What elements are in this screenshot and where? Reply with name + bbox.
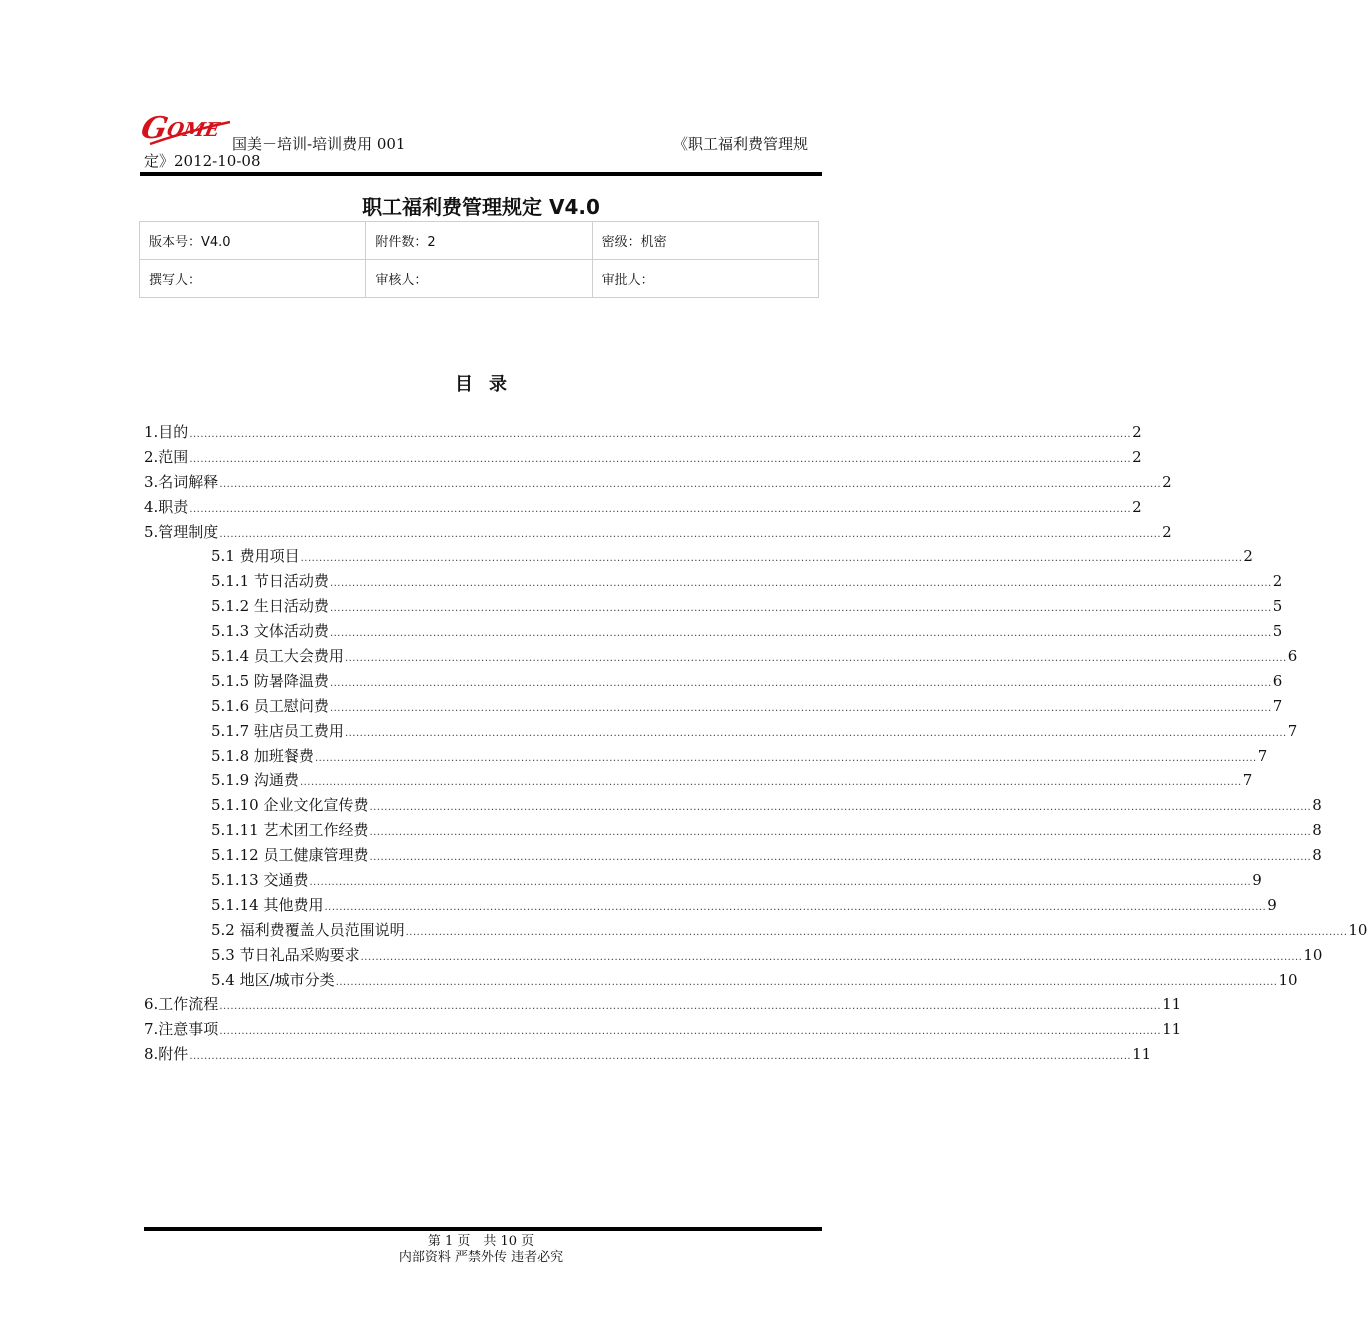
toc-item[interactable] xyxy=(144,819,1322,844)
toc-item-text: 5.2 福利费覆盖人员范围说明 xyxy=(211,920,405,939)
toc-item-text: 5.1.11 艺术团工作经费 xyxy=(211,821,369,840)
toc-item-page: 2 xyxy=(1132,497,1142,516)
toc-item-page: 2 xyxy=(1243,547,1253,566)
toc-leader xyxy=(345,648,1287,670)
toc-item-page: 11 xyxy=(1162,1020,1182,1039)
header-left-text: 国美－培训-培训费用 001 xyxy=(232,135,406,153)
toc-item[interactable] xyxy=(144,844,1322,869)
toc-item-text: 5.1 费用项目 xyxy=(211,547,300,566)
toc-item-text: 8.附件 xyxy=(144,1045,189,1064)
header-wrap-text: 定》2012-10-08 xyxy=(144,152,261,170)
toc-leader xyxy=(330,623,1272,645)
toc-leader xyxy=(345,723,1287,745)
toc-item[interactable] xyxy=(144,944,1323,969)
toc-item-text: 5.管理制度 xyxy=(144,522,219,541)
toc-item[interactable] xyxy=(144,720,1298,745)
toc-item[interactable] xyxy=(144,794,1322,819)
toc-item[interactable] xyxy=(144,620,1283,645)
toc-item-text: 7.注意事项 xyxy=(144,1020,219,1039)
toc-list xyxy=(144,421,1367,1068)
toc-leader xyxy=(219,996,1161,1018)
toc-item-page: 7 xyxy=(1272,696,1283,715)
toc-item-page: 7 xyxy=(1242,771,1253,790)
toc-item-text: 5.1.7 驻店员工费用 xyxy=(211,721,344,740)
toc-leader xyxy=(189,499,1131,521)
toc-item-page: 8 xyxy=(1312,796,1322,815)
toc-item[interactable] xyxy=(144,521,1172,546)
toc-item[interactable] xyxy=(144,496,1142,521)
toc-leader xyxy=(219,1021,1161,1043)
meta-row xyxy=(140,260,819,298)
footer-page-info: 第 1 页 共 10 页 xyxy=(427,1234,535,1249)
security-cell: 密级：机密 xyxy=(592,222,818,260)
toc-leader xyxy=(369,847,1311,869)
toc-leader xyxy=(406,922,1348,944)
approver-cell: 审批人： xyxy=(592,260,818,298)
toc-item-text: 5.1.3 文体活动费 xyxy=(211,622,329,641)
toc-item[interactable] xyxy=(144,570,1283,595)
toc-item[interactable] xyxy=(144,969,1298,994)
meta-table xyxy=(139,221,819,298)
toc-leader xyxy=(330,698,1272,720)
toc-item-page: 7 xyxy=(1287,721,1298,740)
toc-item-page: 6 xyxy=(1272,671,1283,690)
toc-item-text: 5.1.1 节日活动费 xyxy=(211,572,329,591)
header-rule xyxy=(140,172,822,176)
toc-item-page: 2 xyxy=(1132,423,1142,441)
meta-row xyxy=(140,222,819,260)
toc-item[interactable] xyxy=(144,919,1367,944)
toc-leader xyxy=(219,524,1161,546)
toc-item[interactable] xyxy=(144,1018,1182,1043)
toc-leader xyxy=(300,772,1242,794)
toc-item-page: 10 xyxy=(1303,945,1323,964)
toc-item-text: 2.范围 xyxy=(144,447,189,466)
toc-item-text: 5.3 节日礼品采购要求 xyxy=(211,945,360,964)
gome-logo xyxy=(137,108,234,150)
toc-item-text: 3.名词解释 xyxy=(144,472,219,491)
toc-leader xyxy=(315,748,1257,770)
footer-rule xyxy=(144,1227,822,1231)
toc-item[interactable] xyxy=(144,869,1262,894)
toc-item-page: 9 xyxy=(1252,871,1262,890)
toc-leader xyxy=(219,474,1161,496)
toc-item-text: 5.1.10 企业文化宣传费 xyxy=(211,796,369,815)
toc-item[interactable] xyxy=(144,595,1283,620)
toc-item-text: 5.1.14 其他费用 xyxy=(211,895,324,914)
toc-item-text: 5.4 地区/城市分类 xyxy=(211,970,335,989)
toc-item-text: 6.工作流程 xyxy=(144,995,219,1014)
toc-item-text: 5.1.9 沟通费 xyxy=(211,771,299,790)
toc-item[interactable] xyxy=(144,471,1172,496)
toc-item[interactable] xyxy=(144,769,1253,794)
toc-leader xyxy=(189,424,1131,446)
toc-title: 目录 xyxy=(455,374,523,395)
svg-text:G: G xyxy=(137,111,171,146)
toc-leader xyxy=(189,1046,1131,1068)
toc-item[interactable] xyxy=(144,1043,1152,1068)
toc-item[interactable] xyxy=(144,670,1283,695)
toc-item-page: 8 xyxy=(1312,821,1322,840)
toc-leader xyxy=(369,797,1311,819)
toc-item-text: 1.目的 xyxy=(144,423,189,441)
toc-item-page: 2 xyxy=(1132,447,1142,466)
toc-item-text: 4.职责 xyxy=(144,497,189,516)
toc-item[interactable] xyxy=(144,993,1182,1018)
toc-item-page: 9 xyxy=(1267,895,1277,914)
toc-item[interactable] xyxy=(144,421,1142,446)
toc-item-page: 5 xyxy=(1272,597,1283,616)
toc-leader xyxy=(330,673,1272,695)
toc-leader xyxy=(336,972,1278,994)
toc-leader xyxy=(301,548,1243,570)
document-title: 职工福利费管理规定 V4.0 xyxy=(362,195,600,219)
version-cell: 版本号：V4.0 xyxy=(140,222,366,260)
toc-item-text: 5.1.6 员工慰问费 xyxy=(211,696,329,715)
toc-item[interactable] xyxy=(144,446,1142,471)
reviewer-cell: 审核人： xyxy=(366,260,592,298)
toc-leader xyxy=(330,598,1272,620)
toc-leader xyxy=(361,947,1303,969)
toc-leader xyxy=(309,872,1251,894)
svg-text:OME: OME xyxy=(164,118,222,141)
toc-item-page: 2 xyxy=(1162,522,1172,541)
toc-leader xyxy=(189,449,1131,471)
toc-leader xyxy=(369,822,1311,844)
toc-item-text: 5.1.13 交通费 xyxy=(211,871,309,890)
toc-item[interactable] xyxy=(144,745,1268,770)
toc-item-page: 5 xyxy=(1272,622,1283,641)
toc-item-text: 5.1.8 加班餐费 xyxy=(211,746,314,765)
header-right-text: 《职工福利费管理规 xyxy=(672,135,808,153)
toc-item-page: 10 xyxy=(1278,970,1298,989)
toc-item[interactable] xyxy=(144,894,1277,919)
toc-leader xyxy=(324,897,1266,919)
toc-item-page: 11 xyxy=(1162,995,1182,1014)
toc-item-page: 7 xyxy=(1257,746,1268,765)
toc-item[interactable] xyxy=(144,545,1253,570)
toc-item-page: 11 xyxy=(1132,1045,1152,1064)
author-cell: 撰写人： xyxy=(140,260,366,298)
toc-item-text: 5.1.5 防暑降温费 xyxy=(211,671,329,690)
toc-item-page: 10 xyxy=(1348,920,1367,939)
toc-item-page: 2 xyxy=(1162,472,1172,491)
toc-item-page: 6 xyxy=(1287,647,1298,666)
toc-item-page: 8 xyxy=(1312,846,1322,865)
toc-item-page: 2 xyxy=(1272,572,1283,591)
toc-item-text: 5.1.12 员工健康管理费 xyxy=(211,846,369,865)
footer-notice: 内部资料 严禁外传 违者必究 xyxy=(398,1250,564,1265)
attachments-cell: 附件数：2 xyxy=(366,222,592,260)
toc-item[interactable] xyxy=(144,695,1283,720)
toc-item-text: 5.1.4 员工大会费用 xyxy=(211,647,344,666)
toc-item[interactable] xyxy=(144,645,1298,670)
toc-item-text: 5.1.2 生日活动费 xyxy=(211,597,329,616)
toc-leader xyxy=(330,573,1272,595)
